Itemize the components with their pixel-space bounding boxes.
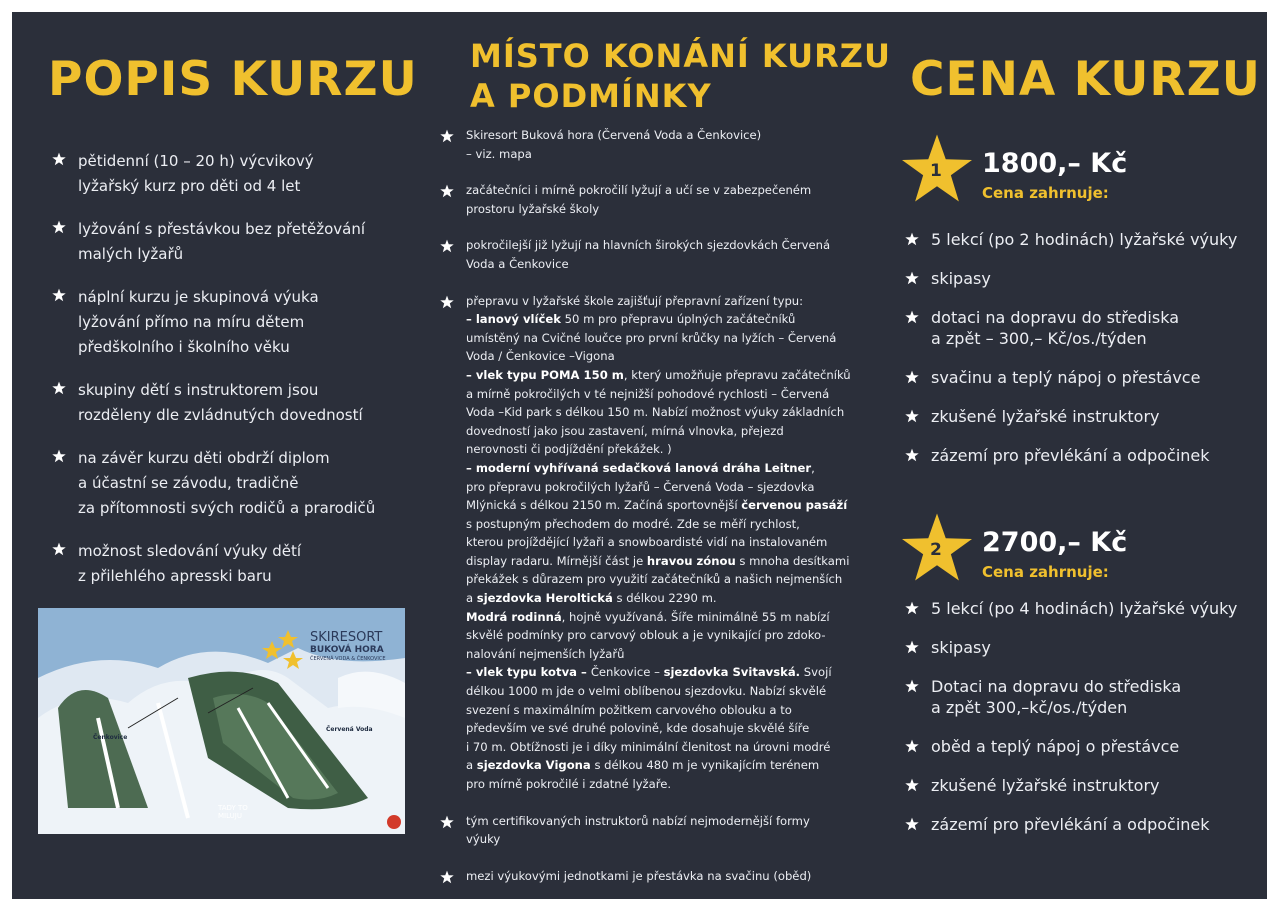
location-list (440, 126, 851, 903)
brochure-panel (12, 12, 1267, 899)
list-item: přepravu v lyžařské škole zajišťují přepravní zařízení typu: – lanový vlíček 50 m pro přepravu úplných začátečníků umístěný na Cvičné loučce pro první krůčky na lyžích – Červená Voda / Čenkovice –Vigona – vlek typu POMA 150 m, který umožňuje přepravu začátečníků a mírně pokročilých v té nejnižší pohodové rychlosti – Červená Voda –Kid park s délkou 150 m. Nabízí možnost výuky základních dovedností jako jsou zastavení, mírná vlnovka, přejezd nerovnosti či podjíždění překážek. ) – moderní vyhřívaná sedačková lanová dráha Leitner, pro přepravu pokročilých lyžařů – Červená Voda – sjezdovka Mlýnická s délkou 2150 m. Začíná sportovnější červenou pasáží s postupným přechodem do modré. Zde se měří rychlost, kterou projíždějící lyžaři a snowboardisté vidí na instalovaném display radaru. Mírnější část je hravou zónou s mnoha desítkami překážek s důrazem pro využití začátečníků a našich nejmenších a sjezdovka Heroltická s délkou 2290 m. Modrá rodinná, hojně využívaná. Šíře minimálně 55 m nabízí skvělé podmínky pro carvový oblouk a je vynikající pro zdoko- nalování nejmenších lyžařů – vlek typu kotva – Čenkovice – sjezdovka Svitavská. Svojí délkou 1000 m jde o velmi oblíbenou sjezdovku. Nabízí skvělé svezení s maximálním požitkem carvového oblouku a to především ve své druhé polovině, kde dosahuje skvělé šíře i 70 m. Obtížnosti je i díky minimální členitost na úrovni modré a sjezdovka Vigona s délkou 480 m je vynikajícím terénem pro mírně pokročilé i zdatné lyžaře. (440, 292, 848, 794)
list-item: možnost sledování výuky dětí z přilehlého apresski baru (52, 539, 412, 589)
offer-2-list (905, 598, 1245, 853)
list-item: tým certifikovaných instruktorů nabízí nejmodernější formy výuky (440, 812, 848, 849)
map-label: Červená Voda (326, 726, 373, 733)
list-item: lyžování s přestávkou bez přetěžování malých lyžařů (52, 217, 412, 267)
offer-price: 2700,– Kč (982, 527, 1128, 558)
offer-1-list (905, 229, 1245, 484)
list-item: začátečníci i mírně pokročilí lyžují a učí se v zabezpečeném prostoru lyžařské školy (440, 181, 848, 218)
star-bullet-icon (905, 601, 919, 615)
star-bullet-icon (905, 640, 919, 654)
star-bullet-icon (905, 409, 919, 423)
list-item: skupiny dětí s instruktorem jsou rozděleny dle zvládnutých dovedností (52, 378, 412, 428)
list-item: 5 lekcí (po 4 hodinách) lyžařské výuky (905, 598, 1245, 619)
list-item: zázemí pro převlékání a odpočinek (905, 445, 1245, 466)
list-item: mezi výukovými jednotkami je přestávka na svačinu (oběd) (440, 867, 848, 886)
star-bullet-icon (52, 542, 66, 556)
star-bullet-icon (52, 381, 66, 395)
list-item: zkušené lyžařské instruktory (905, 406, 1245, 427)
list-item: zkušené lyžařské instruktory (905, 775, 1245, 796)
list-item: pětidenní (10 – 20 h) výcvikový lyžařský kurz pro děti od 4 let (52, 149, 412, 199)
star-bullet-icon (905, 232, 919, 246)
list-item: Dotaci na dopravu do střediska a zpět 300,–kč/os./týden (905, 676, 1245, 718)
map-label: TADY TO MILUJU (218, 804, 248, 820)
map-resort-name: BUKOVÁ HORA (310, 645, 384, 655)
star-bullet-icon (440, 870, 454, 884)
list-item: skipasy (905, 637, 1245, 658)
list-item: 5 lekcí (po 2 hodinách) lyžařské výuky (905, 229, 1245, 250)
star-bullet-icon (440, 815, 454, 829)
location-title: MÍSTO KONÁNÍ KURZU A PODMÍNKY (470, 37, 891, 115)
ski-resort-map (38, 608, 405, 834)
map-label: Čenkovice (93, 734, 128, 741)
star-bullet-icon (440, 295, 454, 309)
offer-includes-label: Cena zahrnuje: (982, 184, 1109, 202)
star-bullet-icon (905, 448, 919, 462)
list-item: na závěr kurzu děti obdrží diplom a účastní se závodu, tradičně za přítomnosti svých rodičů a prarodičů (52, 446, 412, 521)
star-bullet-icon (440, 184, 454, 198)
star-bullet-icon (440, 239, 454, 253)
star-bullet-icon (52, 220, 66, 234)
offer-includes-label: Cena zahrnuje: (982, 563, 1109, 581)
list-item: Skiresort Buková hora (Červená Voda a Čenkovice) – viz. mapa (440, 126, 848, 163)
offer-price: 1800,– Kč (982, 148, 1128, 179)
list-item: pokročilejší již lyžují na hlavních širokých sjezdovkách Červená Voda a Čenkovice (440, 236, 848, 273)
star-bullet-icon (905, 778, 919, 792)
star-bullet-icon (905, 739, 919, 753)
list-item: dotaci na dopravu do střediska a zpět – 300,– Kč/os./týden (905, 307, 1245, 349)
star-bullet-icon (440, 129, 454, 143)
list-item: oběd a teplý nápoj o přestávce (905, 736, 1245, 757)
price-title: CENA KURZU (910, 52, 1261, 107)
star-bullet-icon (905, 370, 919, 384)
course-description-title: POPIS KURZU (48, 52, 418, 107)
list-item: skipasy (905, 268, 1245, 289)
star-bullet-icon (52, 449, 66, 463)
course-description-list (52, 149, 412, 607)
star-bullet-icon (905, 679, 919, 693)
star-bullet-icon (905, 310, 919, 324)
offer-number: 2 (930, 540, 942, 560)
star-bullet-icon (905, 271, 919, 285)
star-bullet-icon (52, 288, 66, 302)
map-resort-sub: ČERVENÁ VODA & ČENKOVICE (310, 656, 386, 662)
star-bullet-icon (905, 817, 919, 831)
list-item: náplní kurzu je skupinová výuka lyžování přímo na míru dětem předškolního i školního věku (52, 285, 412, 360)
list-item: svačinu a teplý nápoj o přestávce (905, 367, 1245, 388)
map-brand: SKIRESORT (310, 630, 383, 645)
offer-number: 1 (930, 161, 942, 181)
star-bullet-icon (52, 152, 66, 166)
list-item: zázemí pro převlékání a odpočinek (905, 814, 1245, 835)
